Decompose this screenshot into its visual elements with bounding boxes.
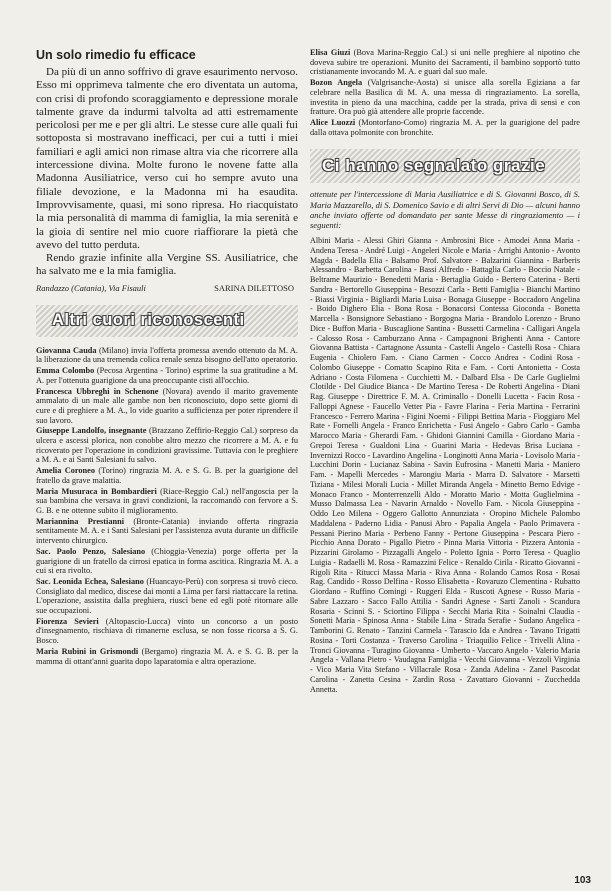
- grace-entry-name: Giuseppe Landolfo, insegnante: [36, 426, 147, 436]
- article-paragraph-2: Rendo grazie infinite alla Vergine SS. Ausiliatrice, che ha salvato me e la mia famiglia.: [36, 252, 298, 278]
- grace-entry: [36, 617, 298, 646]
- grace-entry-name: Emma Colombo: [36, 366, 95, 376]
- article-signature: [36, 283, 298, 293]
- right-column: [310, 48, 580, 694]
- grace-entry-name: Alice Luozzi: [310, 117, 356, 127]
- grace-entry-name: Sac. Leonida Echea, Salesiano: [36, 576, 144, 586]
- left-section-banner: [36, 305, 298, 337]
- grace-entry-name: Bozon Angela: [310, 78, 363, 88]
- right-entries-list: [310, 48, 580, 137]
- grace-entry-text: (Chioggia-Venezia) porge offerta per la guarigione di un fratello da cirrosi epatica in forma ascitica. Ringrazia M. A. a cui si era rivolto.: [36, 546, 298, 576]
- grace-entry: [36, 547, 298, 576]
- grace-entry: [36, 346, 298, 365]
- grace-entry-text: (Brazzano Zeffirio-Reggio Cal.) sorpreso da ulcera e ascessi plorica, non conobbe altro mezzo che ricorrere a M. A. e fu ricoverato per l'operazione in condizioni gravissime. Tuttavia con le preghiere a M. A. e ai Santi Salesiani fu salvo.: [36, 426, 299, 465]
- grace-entry-text: (Pecosa Argentina - Torino) esprime la sua gratitudine a M. A. per l'ottenuta guarigione da una preoccupante cisti all'occhio.: [36, 366, 298, 385]
- grace-entry-name: Fiorenza Sevieri: [36, 616, 99, 626]
- left-column: [36, 48, 298, 667]
- article-title: Un solo rimedio fu efficace: [36, 48, 196, 62]
- right-section-intro: ottenute per l'intercessione di Maria Ausiliatrice e di S. Giovanni Bosco, di S. Maria Mazzarello, di S. Domenico Savio e di altri Servi di Dio — alcuni hanno anche inviato offerte od domandato per sante Messe di ringraziamento — i seguenti:: [310, 189, 580, 230]
- grace-entry-name: Francesca Ubbreghi in Schenone: [36, 386, 159, 396]
- right-section-banner: [310, 149, 580, 183]
- grace-entry: [36, 387, 298, 426]
- grace-entry: [310, 48, 580, 77]
- article-paragraph-1: Da più di un anno soffrivo di grave esaurimento nervoso. Esso mi opprimeva talmente che ero diventata un automa, con crisi di profondo scoraggiamento e depressione morale talmente grave da indurmi talvolta ad atti estremamente pericolosi per me e per gli altri. Le stesse cure alle quali fui sottoposta si mostravano inefficaci, per cui a tutti i miei familiari e agli amici non rimase altra via che ricorrere alla intercessione divina. Molte furono le novene fatte alla Madonna Ausiliatrice, verso cui ho sempre avuto una filiale devozione, e la Madonna mi ha esaudita. Improvvisamente, quasi, mi sono ripresa. Ho riacquistato la mia personalità di mamma di famiglia, la mia serenità e la gioia di sentire nel mio cuore riaffiorare la pietà che avevo del tutto perduta.: [36, 66, 298, 251]
- right-section-title: Ci hanno segnalato grazie: [322, 156, 546, 176]
- grace-entry: [36, 426, 298, 465]
- grace-entry: [310, 78, 580, 117]
- signature-place: Randazzo (Catania), Via Fisauli: [36, 282, 146, 293]
- grace-entry-text: (Valgrisanche-Aosta) si unisce alla sorella Egiziana a far celebrare nella Basilica di M. A. una messa di ringraziamento. La sorella, investita in pieno da una macchina, cadde per la strada, priva di sensi e con fratture. Ora può già attendere alle proprie faccende.: [310, 78, 580, 117]
- grace-entry-text: (Huancayo-Perù) con sorpresa si trovò cieco. Consigliato dal medico, discese dai monti a Lima per farsi riattaccare la retina. L'operazione, assistita dalla preghiera, riuscì bene ed egli potè ritornare alle sue occupazioni.: [36, 576, 298, 616]
- grace-entry-text: (Bergamo) ringrazia M. A. e S. G. B. per la mamma di ottant'anni guarita dopo laparatomia e altra operazione.: [36, 646, 298, 666]
- names-list: Albini Maria - Alessi Ghiri Gianna - Ambrosini Bice - Amodei Anna Maria - Andena Teresa - André Luigi - Angeleri Nicole e Maria - Arrighi Antonio - Avonto Magda - Badella Elia - Balsamo Prof. Salvatore - Balzarini Giannina - Barberis Alessandro - Barbetta Carolina - Bassi Alfredo - Battaglia Carlo - Boccio Natale - Beltrame Maurizio - Benedetti Maria - Bertaglia Guido - Bertero Caterina - Berti Sandra - Bertorello Giuseppina - Besozzi Carla - Betti Famiglia - Bianchi Martino - Biassi Virginia - Bigliardi Maria Luisa - Bonaga Giuseppe - Boccadoro Angelina - Boido Dighero Elia - Bona Rosa - Bonacorsi Contessa Gioconda - Bonetta Marcella - Bonsignore Sebastiano - Borgogna Maria - Brandolo Lorenzo - Bruno Dice - Buffon Maria - Buscaglione Santina - Bussetti Carmelina - Calligari Angela - Calosso Rosa - Camburzano Anna - Campagnoni Brighenti Anna - Cantore Giovanna Battista - Cartagnone Assunta - Castelli Angelo - Castelli Rosa - Chiara Eugenia - Chiolero Fam. - Ciano Carmen - Cocco Andrea - Codini Rosa - Colombo Giuseppe - Comatto Scapino Rita e Fam. - Corti Antonietta - Costa Adriano - Costa Filomena - Cucchietti M. - Dalbard Elsa - De Carle Guglielmi Clotilde - Del Giudice Bianca - De Martino Teresa - De Roberti Angelina - Diani Rag. Giuseppe - Direttrice F. M. A. Criminallo - Donelli Lucetta - Facin Rosa - Falloppi Agnese - Faucello Vetter Pia - Favre Flarina - Feria Martina - Ferrarini Francesco - Ferrero Marina - Figini Noemi - Filippi Bettina Maria - Fioggiaro Mel Rate - Fornelli Angela - Franco Enrichetta - Fusi Angelo - Gabro Carlo - Gamba Marocco Maria - Gherardi Fam. - Ghidoni Giannini Camilla - Giordano Maria - Grepoi Teresa - Gualdoni Lina - Guarini Maria - Hedevas Brisa Luciana - Invernizzi Rocco - Lavardino Angelina - Longinotti Anna Maria - Lovisolo Maria - Lucchini Dorin - Lucianaz Sabina - Savin Eufrosina - Manetti Maria - Maniero Fam. - Mapelli Mercedes - Marongiu Maria - Marra D. Salvatore - Marsetti Tiziana - Milesi Morali Lucia - Millet Miranda Angela - Minetto Berno Edvige - Monaco Franco - Monterrenzelli Aldo - Moratto Mario - Motta Guglielmina - Musso Dalmassa Lea - Navarin Arnaldo - Novello Fam. - Nicola Giuseppina - Oddo Leo Milena - Oggero Gallotto Annunziata - Oropino Michele Palombo Maddalena - Paderno Lidia - Panusi Abro - Papalia Angela - Paolo Primavera - Pessani Pierino Maria - Perbeno Fanny - Pertone Giuseppina - Pescara Piero - Picchio Anna Dorato - Pigallo Pietro - Pinna Maria Vittoria - Pizzera Antonia - Pizzarini Girolamo - Pizzagalli Angelo - Poletto Ignia - Porro Teresa - Quaglio Luigia - Radaelli M. Rosa - Ramazzini Felice - Renaldo Cirila - Ricatto Giovanni - Rigoli Rita - Ritucci Massa Maria - Riva Anna - Rolando Camos Rosa - Rosai Rag. Candido - Rosso Delfina - Rosso Elisabetta - Rovaruzo Clementina - Rubatto Giordano - Ruffino Comingi - Ruggeri Elda - Ruscoti Agnese - Russo Maria - Sabre Lazzaro - Sacco Fallo Attilia - Sandri Agnese - Sarti Zanoli - Scandura Rosaria - Scinni S. - Sciortino Filippa - Secchi Maria Rita - Soinalni Claudia - Sonetti Maria - Spinosa Anna - Stabile Lina - Strada Serafie - Sudano Angelica - Tamborini G. Renato - Tanzini Carmela - Tarascio Ida e Andrea - Tavano Trigatti Rosina - Torti Costanza - Traverso Carolina - Triaquilio Felice - Trivelli Alina - Tronci Giovanna - Turagino Giovanna - Umberto - Vaccaro Angelo - Valerio Maria Angela - Vallana Pietro - Vaudagna Famiglia - Vecchi Giovanna - Vezzoli Virginia - Vico Maria Vita Stefano - Villacrale Rosa - Zanda Adelina - Zanel Pascodat Carolina - Zanetta Cesina - Zardin Rosa - Zavattaro Giovanni - Zucchedda Annetta.: [310, 236, 580, 694]
- grace-entry-name: Mariannina Prestianni: [36, 516, 125, 526]
- grace-entry-name: Maria Musuraca in Bombardieri: [36, 486, 157, 496]
- grace-entry-name: Giovanna Cauda: [36, 345, 97, 355]
- grace-entry: [36, 487, 298, 516]
- grace-entry-text: (Bronte-Catania) inviando offerta ringrazia sentitamente M. A. e i Santi Salesiani per l'assistenza avuta durante un difficile intervento chirurgico.: [36, 516, 299, 546]
- left-entries-list: [36, 346, 298, 667]
- grace-entry: [36, 647, 298, 666]
- left-section-title: Altri cuori riconoscenti: [52, 311, 245, 330]
- grace-entry: [36, 577, 298, 616]
- grace-entry-name: Elisa Giuzi: [310, 48, 351, 57]
- grace-entry-text: (Riace-Reggio Cal.) nell'angoscia per la sua bambina che versava in gravi condizioni, la raccomandò con fervore a S. G. B. e ne ottenne subito il miglioramento.: [36, 486, 298, 515]
- grace-entry-text: (Novara) avendo il marito gravemente ammalato di un male alle gambe non ben riconosciuto, dopo sette giorni di cure e di preghiere a M. A., lo vide guarito a sufficienza per poter riprendere il suo lavoro.: [36, 386, 298, 425]
- grace-entry: [36, 366, 298, 385]
- grace-entry-text: (Bova Marina-Reggio Cal.) si uni nelle preghiere al nipotino che doveva subire tre operazioni. Munito dei Sacramenti, il bambino sopportò tutto cristianamente invocando M. A. e guarì dal suo male.: [310, 48, 580, 77]
- grace-entry-text: (Montorfano-Como) ringrazia M. A. per la guarigione del padre dalla ottava polmonite con bronchite.: [310, 117, 580, 137]
- grace-entry-name: Sac. Paolo Penzo, Salesiano: [36, 546, 146, 556]
- signature-name: SARINA DILETTOSO: [214, 282, 294, 293]
- grace-entry: [36, 517, 298, 546]
- grace-entry-text: (Altopascio-Lucca) vinto un concorso a un posto d'insegnamento, rischiava di rimanerne esclusa, se non fosse ricorsa a S. G. Bosco.: [36, 616, 298, 646]
- grace-entry-text: (Milano) invia l'offerta promessa avendo ottenuto da M. A. la liberazione da una tremenda colica renale senza bisogno dell'atto operatorio.: [36, 345, 298, 365]
- grace-entry-name: Amelia Coroneo: [36, 466, 96, 476]
- grace-entry: [36, 466, 298, 485]
- page-number: 103: [574, 875, 591, 886]
- grace-entry-text: (Torino) ringrazia M. A. e S. G. B. per la guarigione del fratello da grave malattia.: [36, 466, 299, 485]
- grace-entry-name: Maria Rubini in Grismondi: [36, 646, 139, 656]
- grace-entry: [310, 118, 580, 137]
